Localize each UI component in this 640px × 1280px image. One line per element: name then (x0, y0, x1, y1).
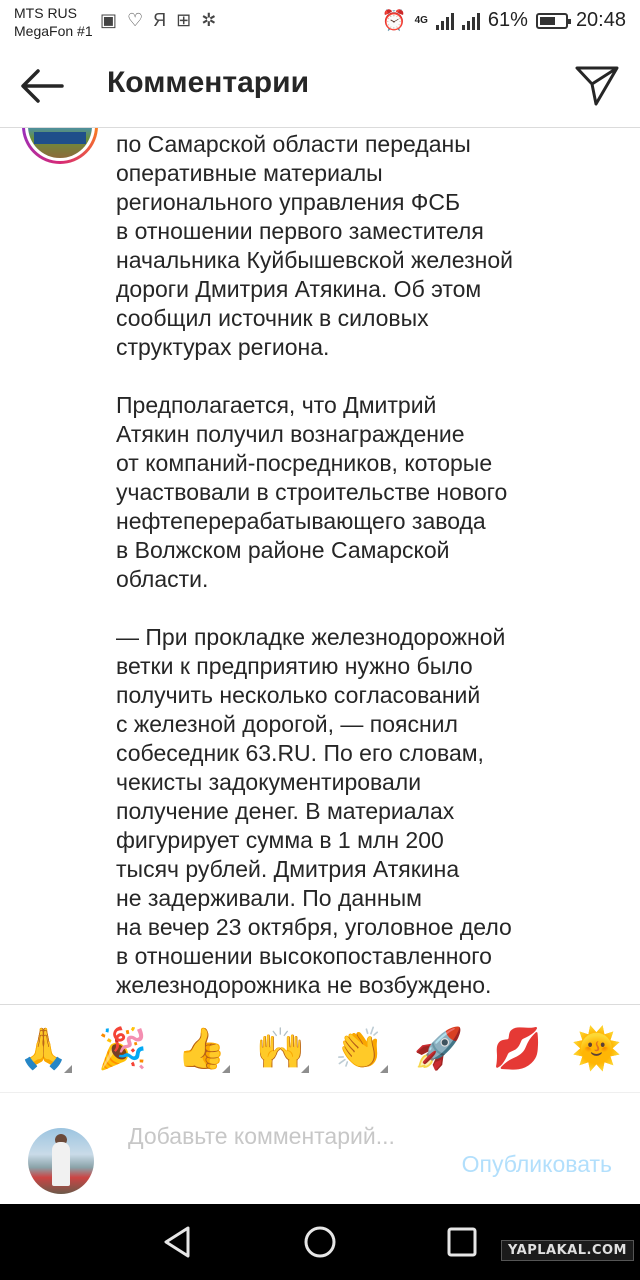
signal-icon (436, 12, 454, 30)
kiss-mark-emoji[interactable] (488, 1019, 548, 1079)
settings-icon: ✲ (201, 10, 217, 30)
signal-2-icon (462, 12, 480, 30)
variant-indicator-icon (380, 1065, 388, 1073)
comment-body (116, 130, 586, 1004)
image-notification-icon: ▣ (100, 10, 118, 30)
carrier-1: MTS RUS (14, 5, 77, 21)
triangle-back-icon (160, 1224, 196, 1260)
quick-emoji-bar (0, 1004, 640, 1092)
clock: 20:48 (575, 9, 626, 31)
carrier-2: MegaFon #1 (14, 23, 93, 39)
nav-recents-button[interactable] (444, 1224, 480, 1260)
comment-thread[interactable] (0, 128, 640, 1004)
emoji-glyph: 🌞 (571, 1027, 622, 1071)
comment-input[interactable] (128, 1121, 428, 1185)
battery-percent: 61% (487, 9, 528, 31)
avatar-ring (25, 128, 95, 161)
circle-home-icon (302, 1224, 338, 1260)
android-nav-bar (0, 1204, 640, 1280)
battery-level (540, 17, 555, 25)
folded-hands-emoji[interactable] (14, 1019, 74, 1079)
arrow-left-icon (18, 64, 66, 108)
emoji-glyph: 👍 (176, 1027, 227, 1071)
rocket-emoji[interactable] (409, 1019, 469, 1079)
watermark: YAPLAKAL.COM (501, 1240, 634, 1261)
user-avatar (28, 1128, 94, 1194)
nav-home-button[interactable] (302, 1224, 338, 1260)
news-samara-avatar[interactable] (22, 128, 98, 164)
system-status (382, 8, 626, 33)
avatar-image (28, 128, 92, 158)
nav-back-button[interactable] (160, 1224, 196, 1260)
carrier-info (14, 4, 93, 40)
avatar-person (52, 1142, 70, 1186)
comment-paragraph-1: по Самарской области переданы оперативные материалы регионального управления ФСБ в отношении первого заместителя начальника Куйбышевской железной дороги Дмитрия Атякина. Об этом сообщил источник в силовых структурах региона. (116, 131, 513, 360)
status-bar (0, 0, 640, 44)
share-button[interactable] (574, 62, 620, 108)
variant-indicator-icon (222, 1065, 230, 1073)
emoji-glyph: 💋 (492, 1027, 543, 1071)
yandex-icon: Я (153, 10, 167, 30)
network-type: 4G (414, 15, 428, 26)
battery-icon (536, 13, 568, 29)
thumbs-up-emoji[interactable] (172, 1019, 232, 1079)
alarm-icon: ⏰ (381, 10, 407, 32)
paper-plane-icon (574, 62, 620, 108)
clapping-hands-emoji[interactable] (330, 1019, 390, 1079)
emoji-glyph: 👏 (334, 1027, 385, 1071)
back-button[interactable] (18, 64, 66, 108)
app-header (0, 44, 640, 128)
page-title: Комментарии (107, 66, 310, 99)
notification-icons (100, 10, 216, 31)
comment-paragraph-3: — При прокладке железнодорожной ветки к предприятию нужно было получить несколько согласований с железной дорогой, — пояснил собеседник 63.RU. По его словам, чекисты задокументировали получение денег. В материалах фигурирует сумма в 1 млн 200 тысяч рублей. Дмитрия Атякина не задерживали. По данным на вечер 23 октября, уголовное дело в отношении высокопоставленного железнодорожника не возбуждено. (116, 624, 512, 998)
avatar-banner (34, 132, 86, 144)
party-popper-emoji[interactable] (93, 1019, 153, 1079)
gift-icon: ⊞ (176, 10, 192, 30)
emoji-glyph: 🚀 (413, 1027, 464, 1071)
heart-pulse-icon: ♡ (127, 10, 144, 30)
emoji-glyph: 🙌 (255, 1027, 306, 1071)
emoji-glyph: 🙏 (18, 1027, 69, 1071)
variant-indicator-icon (301, 1065, 309, 1073)
variant-indicator-icon (64, 1065, 72, 1073)
emoji-glyph: 🎉 (97, 1027, 148, 1071)
publish-button[interactable]: Опубликовать (461, 1151, 612, 1177)
square-recents-icon (444, 1224, 480, 1260)
raising-hands-emoji[interactable] (251, 1019, 311, 1079)
sun-face-emoji[interactable] (567, 1019, 627, 1079)
comment-paragraph-2: Предполагается, что Дмитрий Атякин получил вознаграждение от компаний-посредников, которые участвовали в строительстве нового нефтеперерабатывающего завода в Волжском районе Самарской области. (116, 392, 508, 592)
comment-composer (0, 1092, 640, 1204)
